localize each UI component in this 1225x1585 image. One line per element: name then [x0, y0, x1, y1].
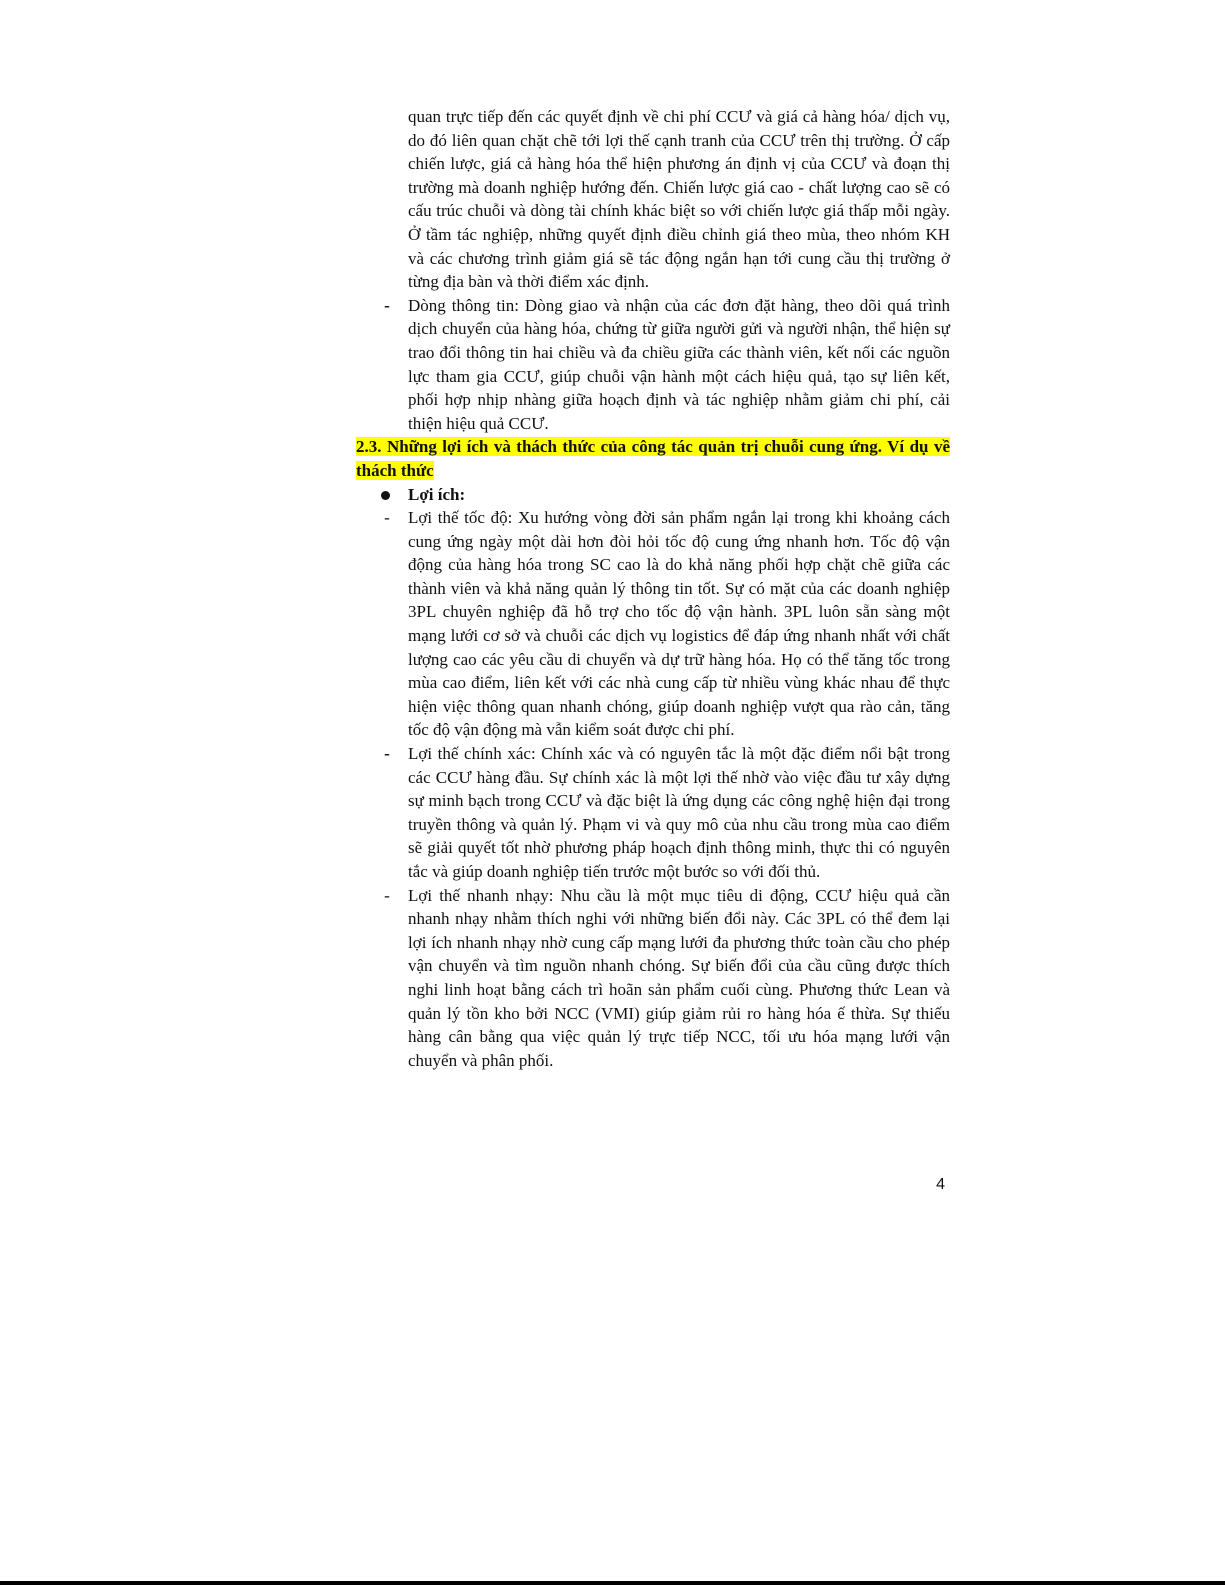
list-item-text: Lợi thế tốc độ: Xu hướng vòng đời sản phẩm ngắn lại trong khi khoảng cách cung ứng ngày một dài hơn đòi hỏi tốc độ cung ứng nhanh hơn. Tốc độ vận động của hàng hóa trong SC cao là do khả năng phối hợp chặt chẽ giữa các thành viên và khả năng quản lý thông tin tốt. Sự có mặt của các doanh nghiệp 3PL chuyên nghiệp đã hỗ trợ cho tốc độ vận hành. 3PL luôn sẵn sàng một mạng lưới cơ sở và chuỗi các dịch vụ logistics để đáp ứng nhanh nhất với chất lượng cao các yêu cầu di chuyển và dự trữ hàng hóa. Họ có thể tăng tốc trong mùa cao điểm, liên kết với các nhà cung cấp từ nhiều vùng khác nhau để thực hiện việc thông quan nhanh chóng, giúp doanh nghiệp vượt qua rào cản, tăng tốc độ vận động mà vẫn kiểm soát được chi phí.	[408, 508, 950, 740]
benefits-label-item	[356, 483, 950, 507]
dash-marker: -	[384, 295, 390, 315]
continuation-paragraph: quan trực tiếp đến các quyết định về chi phí CCƯ và giá cả hàng hóa/ dịch vụ, do đó liên quan chặt chẽ tới lợi thế cạnh tranh của CCƯ trên thị trường. Ở cấp chiến lược, giá cả hàng hóa thể hiện phương án định vị của CCƯ và đoạn thị trường mà doanh nghiệp hướng đến. Chiến lược giá cao - chất lượng cao sẽ có cấu trúc chuỗi và dòng tài chính khác biệt so với chiến lược giá thấp mỗi ngày. Ở tầm tác nghiệp, những quyết định điều chỉnh giá theo mùa, theo nhóm KH và các chương trình giảm giá sẽ tác động ngắn hạn tới cung cầu thị trường ở từng địa bàn và thời điểm xác định.	[408, 107, 950, 292]
list-item-agility	[356, 884, 950, 1073]
page-number: 4	[936, 1176, 945, 1193]
benefits-label: Lợi ích:	[408, 484, 466, 504]
page-body	[356, 105, 950, 1072]
list-item-text: Lợi thế nhanh nhạy: Nhu cầu là một mục tiêu di động, CCƯ hiệu quả cần nhanh nhạy nhằm thích nghi với những biến đổi này. Các 3PL có thể đem lại lợi ích nhanh nhạy nhờ cung cấp mạng lưới đa phương thức toàn cầu cho phép vận chuyển và tìm nguồn nhanh chóng. Sự biến đổi của cầu cũng được thích nghi linh hoạt bằng cách trì hoãn sản phẩm cuối cùng. Phương thức Lean và quản lý tồn kho bởi NCC (VMI) giúp giảm rủi ro hàng hóa ế thừa. Sự thiếu hàng cân bằng qua việc quản lý trực tiếp NCC, tối ưu hóa mạng lưới vận chuyển và phân phối.	[408, 885, 950, 1070]
dash-marker: -	[384, 508, 390, 528]
list-item-info-flow	[356, 294, 950, 436]
section-heading	[356, 435, 950, 482]
bottom-border	[0, 1581, 1225, 1585]
dash-marker: -	[384, 744, 390, 764]
list-item-text: Dòng thông tin: Dòng giao và nhận của các đơn đặt hàng, theo dõi quá trình dịch chuyển của hàng hóa, chứng từ giữa người gửi và người nhận, thể hiện sự trao đổi thông tin hai chiều và đa chiều giữa các thành viên, kết nối các nguồn lực tham gia CCƯ, giúp chuỗi vận hành một cách hiệu quả, tạo sự liên kết, phối hợp nhịp nhàng giữa hoạch định và tác nghiệp nhằm giảm chi phí, cải thiện hiệu quả CCƯ.	[408, 295, 950, 433]
section-heading-text: 2.3. Những lợi ích và thách thức của công tác quản trị chuỗi cung ứng. Ví dụ về thách thức	[356, 437, 950, 480]
list-item-accuracy	[356, 742, 950, 884]
list-item-text: Lợi thế chính xác: Chính xác và có nguyên tắc là một đặc điểm nổi bật trong các CCƯ hàng đầu. Sự chính xác là một lợi thế nhờ vào việc đầu tư xây dựng sự minh bạch trong CCƯ và đặc biệt là ứng dụng các công nghệ hiện đại trong truyền thông và quản lý. Phạm vi và quy mô của nhu cầu trong mùa cao điểm sẽ giải quyết tốt nhờ phương pháp hoạch định thông minh, thực thi có nguyên tắc và giúp doanh nghiệp tiến trước một bước so với đối thủ.	[408, 744, 950, 881]
dash-marker: -	[384, 885, 390, 905]
list-item-speed	[356, 506, 950, 742]
bullet-dot-icon	[381, 491, 390, 500]
